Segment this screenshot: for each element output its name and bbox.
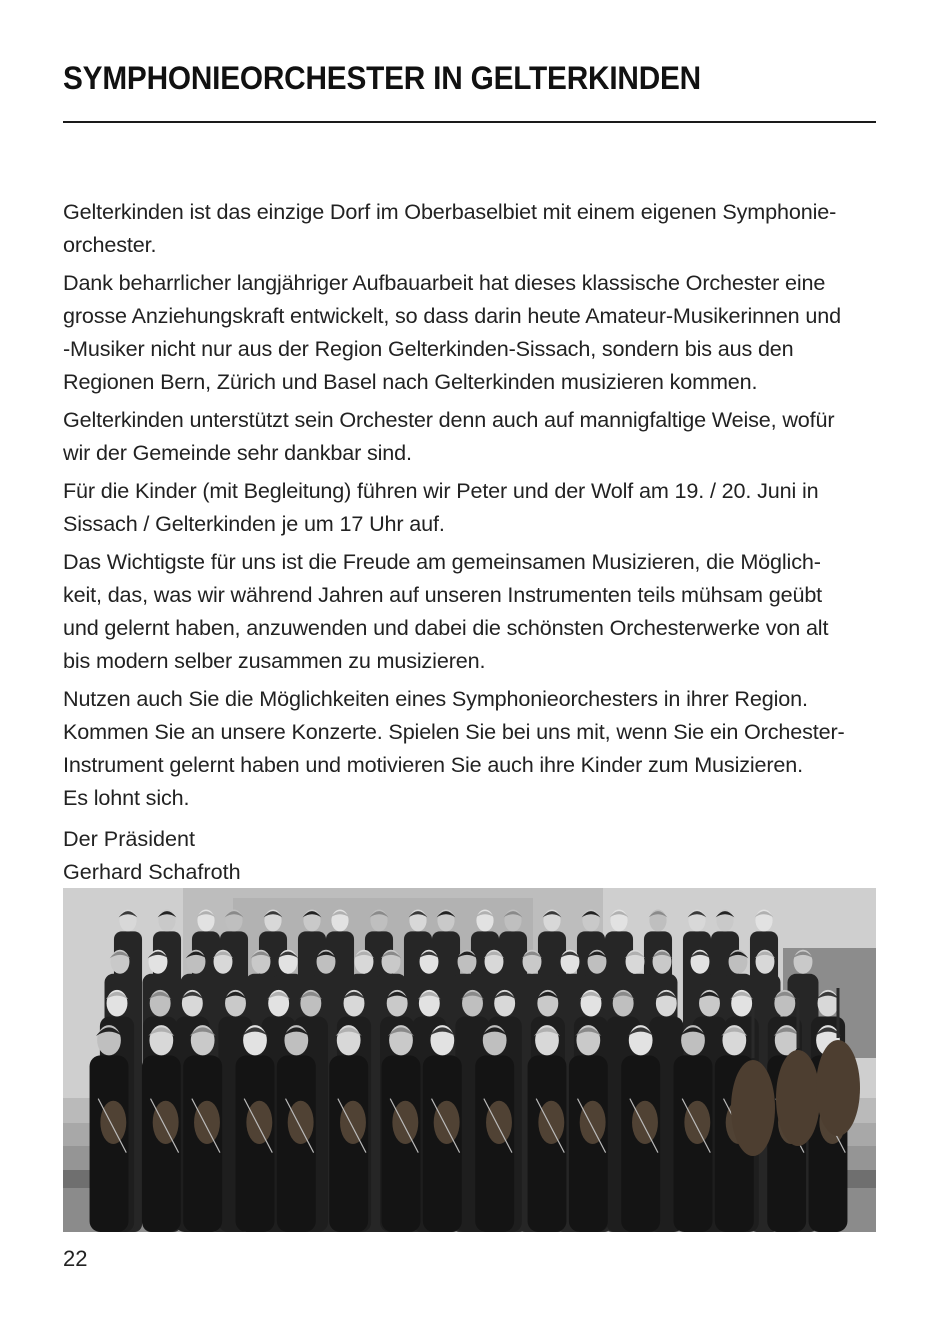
paragraph: Gelterkinden ist das einzige Dorf im Oberbaselbiet mit einem eigenen Symphonie- orchester. <box>63 199 837 257</box>
article-body <box>63 195 875 888</box>
paragraph: Das Wichtigste für uns ist die Freude am gemeinsamen Musizieren, die Möglich- keit, das, was wir während Jahren auf unseren Instrumenten teils mühsam geübt und gelernt haben, anzuwenden und dabei die schönsten Orchesterwerke von alt bis modern selber zusammen zu musizieren. <box>63 549 829 673</box>
page-number: 22 <box>63 1246 88 1271</box>
paragraph: Nutzen auch Sie die Möglichkeiten eines Symphonieorchesters in ihrer Region. Kommen Sie an unsere Konzerte. Spielen Sie bei uns mit, wenn Sie ein Orchester- Instrument gelernt haben und motivieren Sie auch ihre Kinder zum Musizieren. Es lohnt sich. <box>63 686 845 810</box>
orchestra-photo-illustration <box>63 888 876 1232</box>
paragraph: Gelterkinden unterstützt sein Orchester denn auch auf mannigfaltige Weise, wofür wir der Gemeinde sehr dankbar sind. <box>63 407 835 465</box>
page-title: SYMPHONIEORCHESTER IN GELTERKINDEN <box>63 60 701 96</box>
signature-role: Der Präsident <box>63 826 196 851</box>
title-divider <box>63 121 876 123</box>
orchestra-group-photo <box>63 888 876 1232</box>
paragraph: Dank beharrlicher langjähriger Aufbauarbeit hat dieses klassische Orchester eine grosse Anziehungskraft entwickelt, so dass darin heute Amateur-Musikerinnen und -Musiker nicht nur aus der Region Gelterkinden-Sissach, sondern bis aus den Regionen Bern, Zürich und Basel nach Gelterkinden musizieren kommen. <box>63 270 841 394</box>
signature-block <box>63 822 875 888</box>
signature-name: Gerhard Schafroth <box>63 859 241 884</box>
paragraph: Für die Kinder (mit Begleitung) führen wir Peter und der Wolf am 19. / 20. Juni in Sissach / Gelterkinden je um 17 Uhr auf. <box>63 478 819 536</box>
